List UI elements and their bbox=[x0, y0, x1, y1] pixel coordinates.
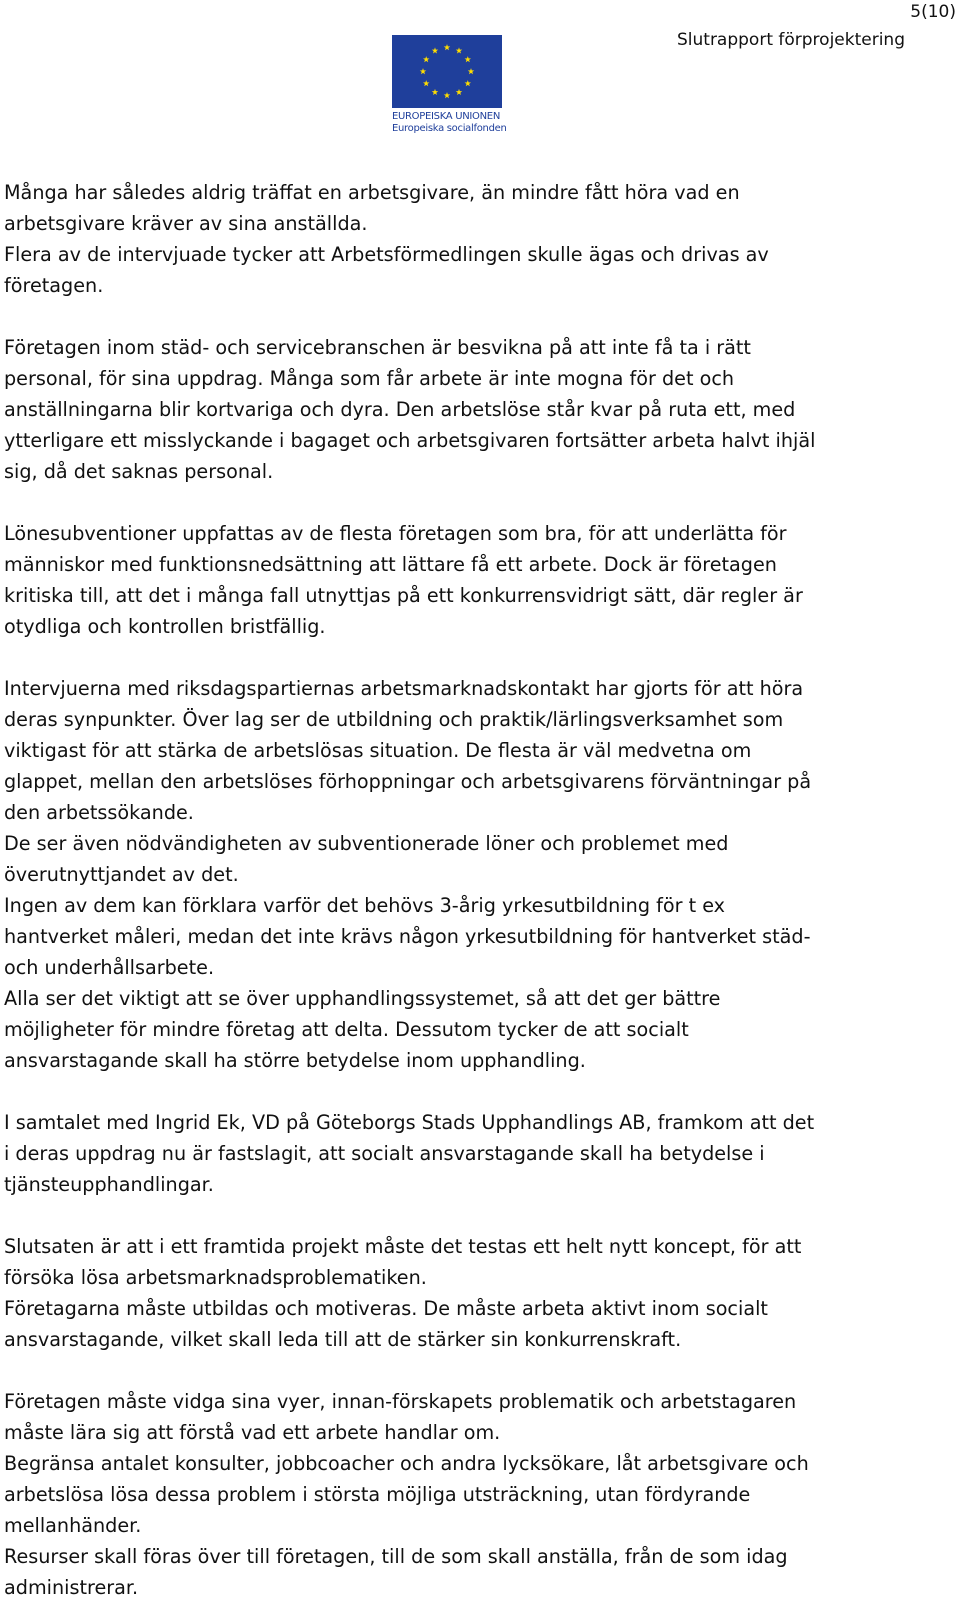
paragraph: Företagarna måste utbildas och motiveras. De måste arbeta aktivt inom socialt ansvarstagande, vilket skall leda till att de stärker sin konkurrenskraft. bbox=[4, 1297, 768, 1351]
eu-logo-line1: EUROPEISKA UNIONEN bbox=[392, 111, 501, 122]
paragraph: Intervjuerna med riksdagspartiernas arbetsmarknadskontakt har gjorts för att höra deras synpunkter. Över lag ser de utbildning och praktik/lärlingsverksamhet som viktigast för att stärka de arbetslösas situation. De flesta är väl medvetna om glappet, mellan den arbetslöses förhoppningar och arbetsgivarens förväntningar på den arbetssökande. bbox=[4, 677, 812, 824]
page-number: 5(10) bbox=[910, 2, 956, 22]
paragraph: Företagen inom städ- och servicebranschen är besvikna på att inte få ta i rätt personal, för sina uppdrag. Många som får arbete är inte mogna för det och anställningarna blir kortvariga och dyra. Den arbetslöse står kvar på ruta ett, med ytterligare ett misslyckande i bagaget och arbetsgivaren fortsätter arbeta halvt ihjäl sig, då det saknas personal. bbox=[4, 336, 816, 483]
running-header-title: Slutrapport förprojektering bbox=[676, 30, 905, 50]
paragraph: De ser även nödvändigheten av subventionerade löner och problemet med överutnyttjandet av det. bbox=[4, 832, 729, 886]
paragraph: Slutsaten är att i ett framtida projekt måste det testas ett helt nytt koncept, för att försöka lösa arbetsmarknadsproblematiken. bbox=[4, 1235, 802, 1289]
paragraph: Företagen måste vidga sina vyer, innan-förskapets problematik och arbetstagaren måste lära sig att förstå vad ett arbete handlar om. bbox=[4, 1390, 797, 1444]
eu-flag-icon bbox=[392, 35, 502, 108]
paragraph: Begränsa antalet konsulter, jobbcoacher och andra lycksökare, låt arbetsgivare och arbetslösa lösa dessa problem i största möjliga utsträckning, utan fördyrande mellanhänder. bbox=[4, 1452, 809, 1537]
paragraph: Flera av de intervjuade tycker att Arbetsförmedlingen skulle ägas och drivas av företagen. bbox=[4, 243, 769, 297]
paragraph: Ingen av dem kan förklara varför det behövs 3-årig yrkesutbildning för t ex hantverket måleri, medan det inte krävs någon yrkesutbildning för hantverket städ- och underhållsarbete. bbox=[4, 894, 811, 979]
paragraph: Lönesubventioner uppfattas av de flesta företagen som bra, för att underlätta för människor med funktionsnedsättning att lättare få ett arbete. Dock är företagen kritiska till, att det i många fall utnyttjas på ett konkurrensvidrigt sätt, där regler är otydliga och kontrollen bristfällig. bbox=[4, 522, 803, 638]
paragraph: I samtalet med Ingrid Ek, VD på Göteborgs Stads Upphandlings AB, framkom att det i deras uppdrag nu är fastslagit, att socialt ansvarstagande skall ha betydelse i tjänsteupphandlingar. bbox=[4, 1111, 815, 1196]
paragraph: Alla ser det viktigt att se över upphandlingssystemet, så att det ger bättre möjligheter för mindre företag att delta. Dessutom tycker de att socialt ansvarstagande skall ha större betydelse inom upphandling. bbox=[4, 987, 721, 1072]
paragraph: Resurser skall föras över till företagen, till de som skall anställa, från de som idag administrerar. bbox=[4, 1545, 788, 1599]
eu-logo bbox=[392, 35, 507, 135]
eu-logo-line2: Europeiska socialfonden bbox=[392, 123, 507, 134]
document-body bbox=[4, 177, 924, 1603]
paragraph: Många har således aldrig träffat en arbetsgivare, än mindre fått höra vad en arbetsgivare kräver av sina anställda. bbox=[4, 181, 740, 235]
